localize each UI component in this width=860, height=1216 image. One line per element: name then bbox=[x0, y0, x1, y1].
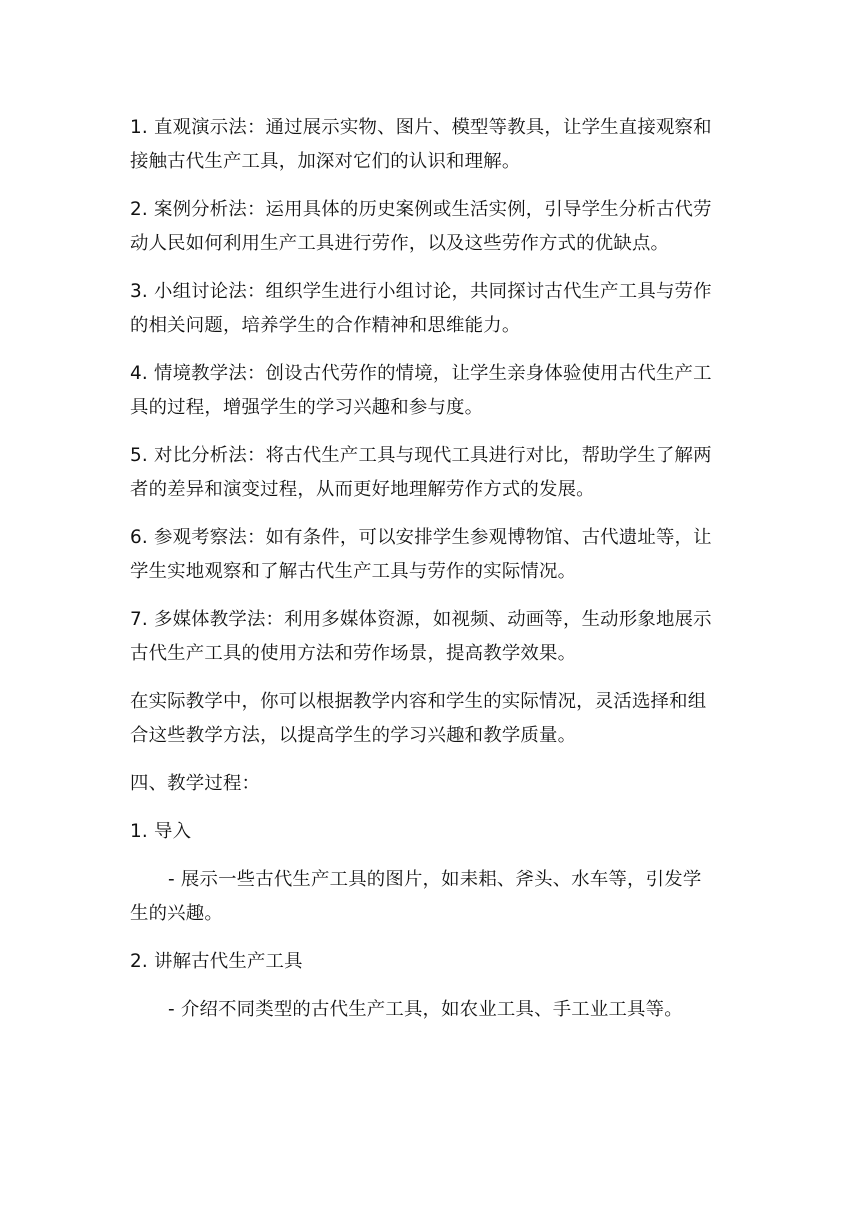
step-2-bullet bbox=[130, 993, 730, 1027]
method-2-line-1: 2. 案例分析法：运用具体的历史案例或生活实例，引导学生分析古代劳 bbox=[130, 199, 712, 220]
step-1-bullet-line-1: - 展示一些古代生产工具的图片，如耒耜、斧头、水车等，引发学 bbox=[168, 869, 702, 890]
method-7-line-2: 古代生产工具的使用方法和劳作场景，提高教学效果。 bbox=[130, 643, 577, 664]
method-item-6 bbox=[130, 521, 730, 589]
step-1-bullet bbox=[130, 863, 730, 931]
step-1-title: 1. 导入 bbox=[130, 821, 192, 842]
summary-paragraph bbox=[130, 685, 730, 753]
summary-line-2: 合这些教学方法，以提高学生的学习兴趣和教学质量。 bbox=[130, 725, 577, 746]
section-heading: 四、教学过程： bbox=[130, 773, 261, 794]
document-page bbox=[130, 111, 730, 1041]
method-4-line-1: 4. 情境教学法：创设古代劳作的情境，让学生亲身体验使用古代生产工 bbox=[130, 363, 712, 384]
method-3-line-1: 3. 小组讨论法：组织学生进行小组讨论，共同探讨古代生产工具与劳作 bbox=[130, 281, 712, 302]
method-5-line-1: 5. 对比分析法：将古代生产工具与现代工具进行对比，帮助学生了解两 bbox=[130, 445, 712, 466]
summary-line-1: 在实际教学中，你可以根据教学内容和学生的实际情况，灵活选择和组 bbox=[130, 691, 707, 712]
method-item-1 bbox=[130, 111, 730, 179]
step-2-bullet-line-1: - 介绍不同类型的古代生产工具，如农业工具、手工业工具等。 bbox=[168, 999, 683, 1020]
method-item-3 bbox=[130, 275, 730, 343]
method-item-7 bbox=[130, 603, 730, 671]
method-item-4 bbox=[130, 357, 730, 425]
method-3-line-2: 的相关问题，培养学生的合作精神和思维能力。 bbox=[130, 315, 521, 336]
method-2-line-2: 动人民如何利用生产工具进行劳作，以及这些劳作方式的优缺点。 bbox=[130, 233, 670, 254]
method-6-line-2: 学生实地观察和了解古代生产工具与劳作的实际情况。 bbox=[130, 561, 577, 582]
step-2-title: 2. 讲解古代生产工具 bbox=[130, 951, 303, 972]
method-5-line-2: 者的差异和演变过程，从而更好地理解劳作方式的发展。 bbox=[130, 479, 595, 500]
method-4-line-2: 具的过程，增强学生的学习兴趣和参与度。 bbox=[130, 397, 484, 418]
method-item-2 bbox=[130, 193, 730, 261]
method-7-line-1: 7. 多媒体教学法：利用多媒体资源，如视频、动画等，生动形象地展示 bbox=[130, 609, 712, 630]
method-6-line-1: 6. 参观考察法：如有条件，可以安排学生参观博物馆、古代遗址等，让 bbox=[130, 527, 712, 548]
method-item-5 bbox=[130, 439, 730, 507]
method-1-line-2: 接触古代生产工具，加深对它们的认识和理解。 bbox=[130, 151, 521, 172]
method-1-line-1: 1. 直观演示法：通过展示实物、图片、模型等教具，让学生直接观察和 bbox=[130, 117, 712, 138]
step-1-bullet-line-2: 生的兴趣。 bbox=[130, 903, 223, 924]
